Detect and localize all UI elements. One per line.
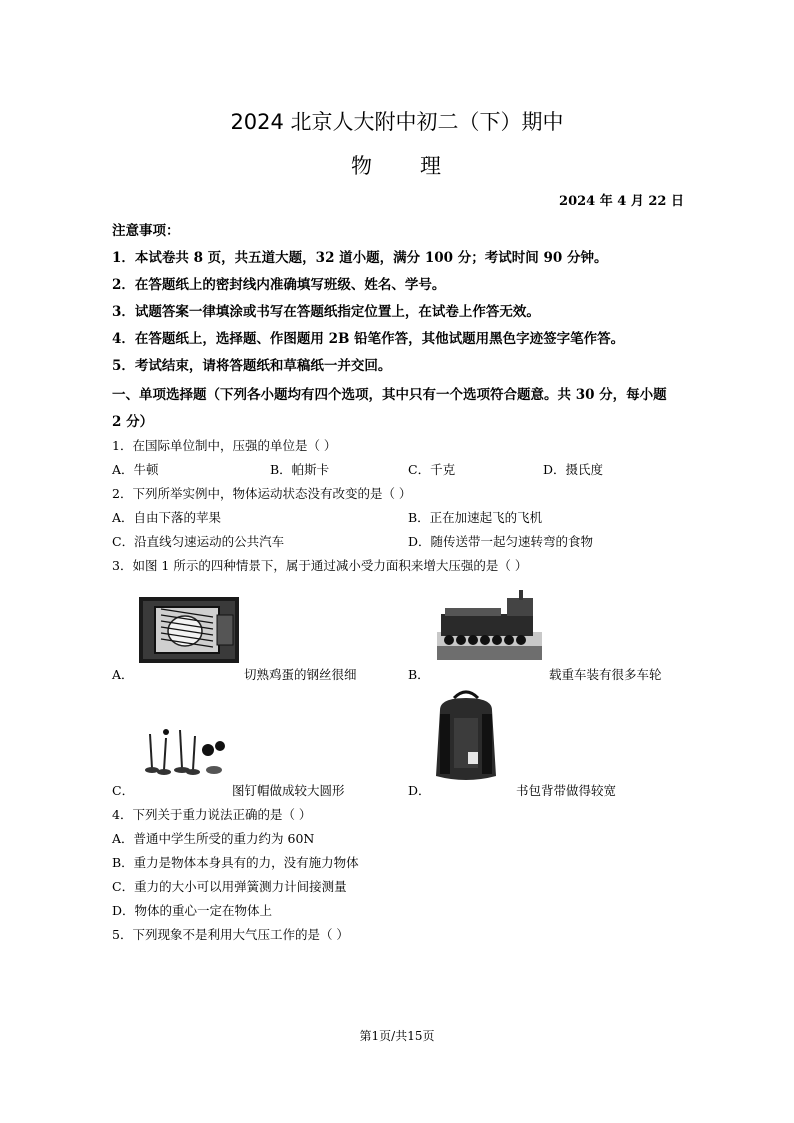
q1-option-a: A．牛顿 <box>112 462 159 477</box>
notice-item-3: 3．试题答案一律填涂或书写在答题纸指定位置上，在试卷上作答无效。 <box>112 304 540 320</box>
q3-option-d-caption: 书包背带做得较宽 <box>516 783 617 798</box>
page-footer: 第1页/共15页 <box>359 1029 435 1043</box>
exam-date: 2024 年 4 月 22 日 <box>559 194 684 209</box>
subject-title <box>0 150 794 180</box>
heavy-truck-image <box>437 588 542 663</box>
notice-item-4: 4．在答题纸上，选择题、作图题用 2B 铅笔作答，其他试题用黑色字迹签字笔作答。 <box>112 331 625 347</box>
q4-option-d: D．物体的重心一定在物体上 <box>112 903 273 918</box>
subject-char-1: 物 <box>351 154 374 178</box>
q4-option-c: C．重力的大小可以用弹簧测力计间接测量 <box>112 879 347 894</box>
thumbtacks-image <box>140 722 228 780</box>
q4-option-a: A．普通中学生所受的重力约为 60N <box>112 831 315 846</box>
q5-stem: 5．下列现象不是利用大气压工作的是（ ） <box>112 927 349 942</box>
q3-option-c-letter: C． <box>112 783 135 798</box>
q4-option-b: B．重力是物体本身具有的力，没有施力物体 <box>112 855 359 870</box>
q3-option-b-letter: B． <box>408 667 430 682</box>
section1-heading-line2: 2 分） <box>112 414 154 430</box>
q3-option-a-caption: 切熟鸡蛋的钢丝很细 <box>244 667 357 682</box>
q2-option-d: D．随传送带一起匀速转弯的食物 <box>408 534 594 549</box>
section1-heading-line1: 一、单项选择题（下列各小题均有四个选项，其中只有一个选项符合题意。共 30 分，每小题 <box>112 387 667 403</box>
notice-item-2: 2．在答题纸上的密封线内准确填写班级、姓名、学号。 <box>112 277 446 293</box>
q1-option-b: B．帕斯卡 <box>270 462 330 477</box>
q2-option-b: B．正在加速起飞的飞机 <box>408 510 543 525</box>
q1-stem: 1．在国际单位制中，压强的单位是（ ） <box>112 438 337 453</box>
subject-char-2: 理 <box>420 154 443 178</box>
q1-option-d: D．摄氏度 <box>543 462 604 477</box>
q3-option-c-caption: 图钉帽做成较大圆形 <box>232 783 345 798</box>
q3-option-b-caption: 载重车装有很多车轮 <box>549 667 662 682</box>
egg-slicer-image <box>139 597 239 663</box>
q2-option-c: C．沿直线匀速运动的公共汽车 <box>112 534 285 549</box>
q2-option-a: A．自由下落的苹果 <box>112 510 222 525</box>
exam-title: 2024 北京人大附中初二（下）期中 <box>230 110 564 134</box>
q3-stem: 3．如图 1 所示的四种情景下，属于通过减小受力面积来增大压强的是（ ） <box>112 558 528 573</box>
q2-stem: 2．下列所举实例中，物体运动状态没有改变的是（ ） <box>112 486 412 501</box>
q3-option-a-letter: A． <box>112 667 134 682</box>
notice-heading: 注意事项： <box>112 223 180 239</box>
q4-stem: 4．下列关于重力说法正确的是（ ） <box>112 807 312 822</box>
backpack-image <box>430 688 502 786</box>
q3-option-d-letter: D． <box>408 783 431 798</box>
notice-item-1: 1．本试卷共 8 页，共五道大题，32 道小题，满分 100 分；考试时间 90 分钟。 <box>112 250 608 266</box>
notice-item-5: 5．考试结束，请将答题纸和草稿纸一并交回。 <box>112 358 392 374</box>
q1-option-c: C．千克 <box>408 462 456 477</box>
